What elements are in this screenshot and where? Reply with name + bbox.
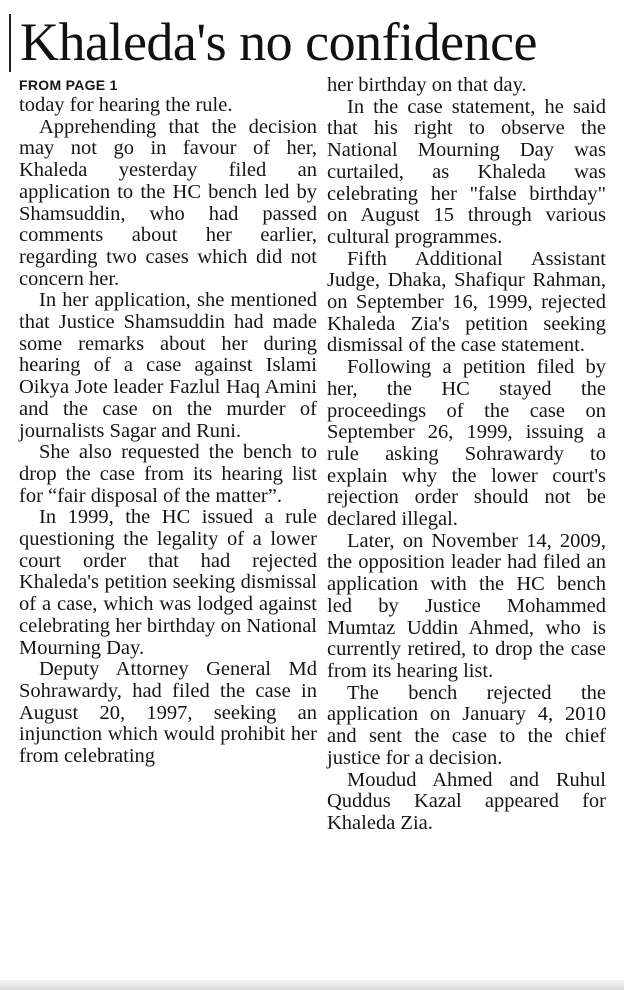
paragraph: her birthday on that day. <box>327 74 527 96</box>
paragraph: The bench rejected the application on January 4, 2010 and sent the case to the chief justice for a decision. <box>327 681 606 769</box>
column-rule <box>9 14 11 72</box>
page-edge <box>0 980 624 990</box>
paragraph: Fifth Additional Assistant Judge, Dhaka, Shafiqur Rahman, on September 16, 1999, rejected Khaleda Zia's petition seeking dismissal of the case statement. <box>327 247 606 357</box>
paragraph: She also requested the bench to drop the case from its hearing list for “fair disposal of the matter”. <box>19 441 317 507</box>
paragraph: Deputy Attorney General Md Sohrawardy, had filed the case in August 20, 1997, seeking an injunction which would prohibit her from celebrating <box>19 658 317 768</box>
left-column <box>19 75 317 768</box>
paragraph: Later, on November 14, 2009, the opposition leader had filed an application with the HC bench led by Justice Mohammed Mumtaz Uddin Ahmed, who is currently retired, to drop the case from its hearing list. <box>327 529 606 682</box>
paragraph: In 1999, the HC issued a rule questioning the legality of a lower court order that had rejected Khaleda's petition seeking dismissal of a case, which was lodged against celebrating her birthday on National Mourning Day. <box>19 506 317 659</box>
paragraph: In the case statement, he said that his right to observe the National Mourning Day was curtailed, as Khaleda was celebrating her "false birthday" on August 15 through various cultural programmes. <box>327 95 606 248</box>
paragraph: Moudud Ahmed and Ruhul Quddus Kazal appeared for Khaleda Zia. <box>327 768 606 834</box>
headline: Khaleda's no confidence <box>20 12 538 72</box>
paragraph: today for hearing the rule. <box>19 94 233 116</box>
paragraph: Apprehending that the decision may not go in favour of her, Khaleda yesterday filed an application to the HC bench led by Shamsuddin, who had passed comments about her earlier, regarding two cases which did not concern her. <box>19 115 317 290</box>
kicker: FROM PAGE 1 <box>19 77 118 93</box>
paragraph: Following a petition filed by her, the HC stayed the proceedings of the case on September 26, 1999, issuing a rule asking Sohrawardy to explain why the lower court's rejection order should not be declared illegal. <box>327 356 606 531</box>
paragraph: In her application, she mentioned that Justice Shamsuddin had made some remarks about her during hearing of a case against Islami Oikya Jote leader Fazlul Haq Amini and the case on the murder of journalists Sagar and Runi. <box>19 289 317 442</box>
right-column <box>327 75 606 835</box>
